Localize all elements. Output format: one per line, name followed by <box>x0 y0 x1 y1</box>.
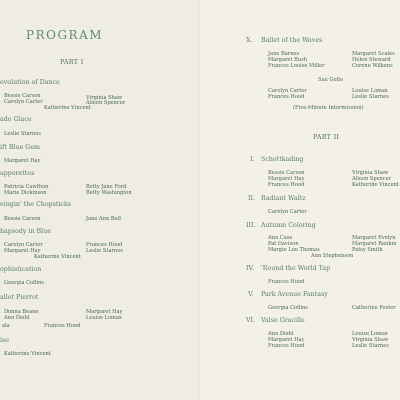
item-title: ift Blue Gem <box>0 144 41 151</box>
featured-performer: Sue Gollo <box>318 77 343 83</box>
performer-name: Aileen Spencer <box>352 176 392 182</box>
performer-name: Virginia Shaw <box>86 95 123 101</box>
item-number: I. <box>250 156 255 163</box>
performer-name: Frances Hood <box>268 343 305 349</box>
performer-name: Virginia Shaw <box>352 337 389 343</box>
item-title: evolution of Dance <box>0 79 60 86</box>
item-title: apperettes <box>0 170 35 177</box>
performer-name: Carolyn Carter <box>4 242 43 248</box>
performer-name: Carolyn Carter <box>4 99 43 105</box>
performer-name: Katherine Vincent <box>4 351 51 357</box>
performer-name: Helen Steward <box>352 57 391 63</box>
part-two-heading: PART II <box>313 134 340 141</box>
performer-name: Louise Lomax <box>352 331 388 337</box>
item-number: IV. <box>246 265 254 272</box>
performer-name: Katherine Vincent <box>34 254 81 260</box>
performer-name: Georgia Collins <box>4 280 44 286</box>
performer-name: Margaret Scales <box>352 51 395 57</box>
item-number: VI. <box>246 317 256 324</box>
performer-name: Margaret Hay <box>86 309 123 315</box>
performer-name: Frances Hood <box>44 323 81 329</box>
item-title: Ballet of the Waves <box>261 37 323 44</box>
item-number: X. <box>246 37 253 44</box>
performer-name: Ann Diehl <box>4 315 30 321</box>
performer-name: Jane Ann Bell <box>86 216 121 222</box>
performer-name: Margaret Evelyn <box>352 235 396 241</box>
part-one-heading: PART I <box>60 59 84 66</box>
performer-name: Leslie Starnes <box>352 94 389 100</box>
performer-name: ala <box>2 323 10 329</box>
performer-name: Betty Jane Ford <box>86 184 127 190</box>
performer-name: Bessie Carson <box>4 216 41 222</box>
performer-name: Margaret Hay <box>268 176 305 182</box>
item-title: Radiant Waltz <box>261 195 306 202</box>
performer-name: Katherine Vincent <box>44 105 91 111</box>
performer-name: Jane Barnes <box>268 51 300 57</box>
performer-name: Leslie Starnes <box>352 343 389 349</box>
item-title: 'Round the World Tap <box>261 265 331 272</box>
item-number: III. <box>246 222 256 229</box>
item-title: ise <box>0 337 9 344</box>
item-title: Park Avenue Fantasy <box>261 291 328 298</box>
performer-name: Bessie Carson <box>268 170 305 176</box>
performer-name: Frances Hood <box>268 94 305 100</box>
performer-name: Margie Lou Thomas <box>268 247 320 253</box>
performer-name: Corene Wilkens <box>352 63 393 69</box>
performer-name: Ann Stephenson <box>311 253 354 259</box>
performer-name: Aileen Spencer <box>86 100 126 106</box>
performer-name: Carolyn Carter <box>268 88 307 94</box>
performer-name: Georgia Collins <box>268 305 308 311</box>
performer-name: Frances Hood <box>268 279 305 285</box>
performer-name: Pat Davison <box>268 241 299 247</box>
performer-name: Bessie Carson <box>4 93 41 99</box>
item-title: Valse Gracille <box>261 317 305 324</box>
performer-name: Margaret Hay <box>4 158 41 164</box>
performer-name: Margaret Hay <box>268 337 305 343</box>
performer-name: Frances Louise Miller <box>268 63 325 69</box>
performer-name: Louise Lomax <box>352 88 388 94</box>
item-number: II. <box>248 195 255 202</box>
item-title: Autumn Coloring <box>261 222 316 229</box>
item-title: ophistication <box>0 266 42 273</box>
performer-name: Carolyn Carter <box>268 209 307 215</box>
performer-name: Frances Hood <box>86 242 123 248</box>
program-title: PROGRAM <box>26 28 104 42</box>
performer-name: Margaret Hay <box>4 248 41 254</box>
item-title: ado Glace <box>0 116 32 123</box>
performer-name: Katherine Vincent <box>352 182 399 188</box>
performer-name: Patricia Cawthon <box>4 184 49 190</box>
performer-name: Margaret Rankin <box>352 241 397 247</box>
performer-name: Leslie Starnes <box>86 248 123 254</box>
intermission-note: (Five-Minute Intermission) <box>293 105 364 111</box>
performer-name: Ann Diehl <box>268 331 294 337</box>
performer-name: Louise Lomax <box>86 315 122 321</box>
page-fold <box>199 0 201 400</box>
performer-name: Virginia Shaw <box>352 170 389 176</box>
performer-name: Patsy Smith <box>352 247 383 253</box>
item-title: hapsody in Blue <box>0 228 51 235</box>
item-number: V. <box>248 291 254 298</box>
performer-name: Leslie Starnes <box>4 131 41 137</box>
performer-name: Donna Beane <box>4 309 39 315</box>
performer-name: Marie Dickinson <box>4 190 47 196</box>
performer-name: Catherine Foster <box>352 305 396 311</box>
performer-name: Betty Washington <box>86 190 132 196</box>
item-title: Schottkading <box>261 156 304 163</box>
item-title: eingin' the Chopsticks <box>0 201 71 208</box>
performer-name: Frances Hood <box>268 182 305 188</box>
performer-name: Margaret Bush <box>268 57 308 63</box>
performer-name: Ann Case <box>268 235 293 241</box>
item-title: allet Pierrot <box>0 294 39 301</box>
